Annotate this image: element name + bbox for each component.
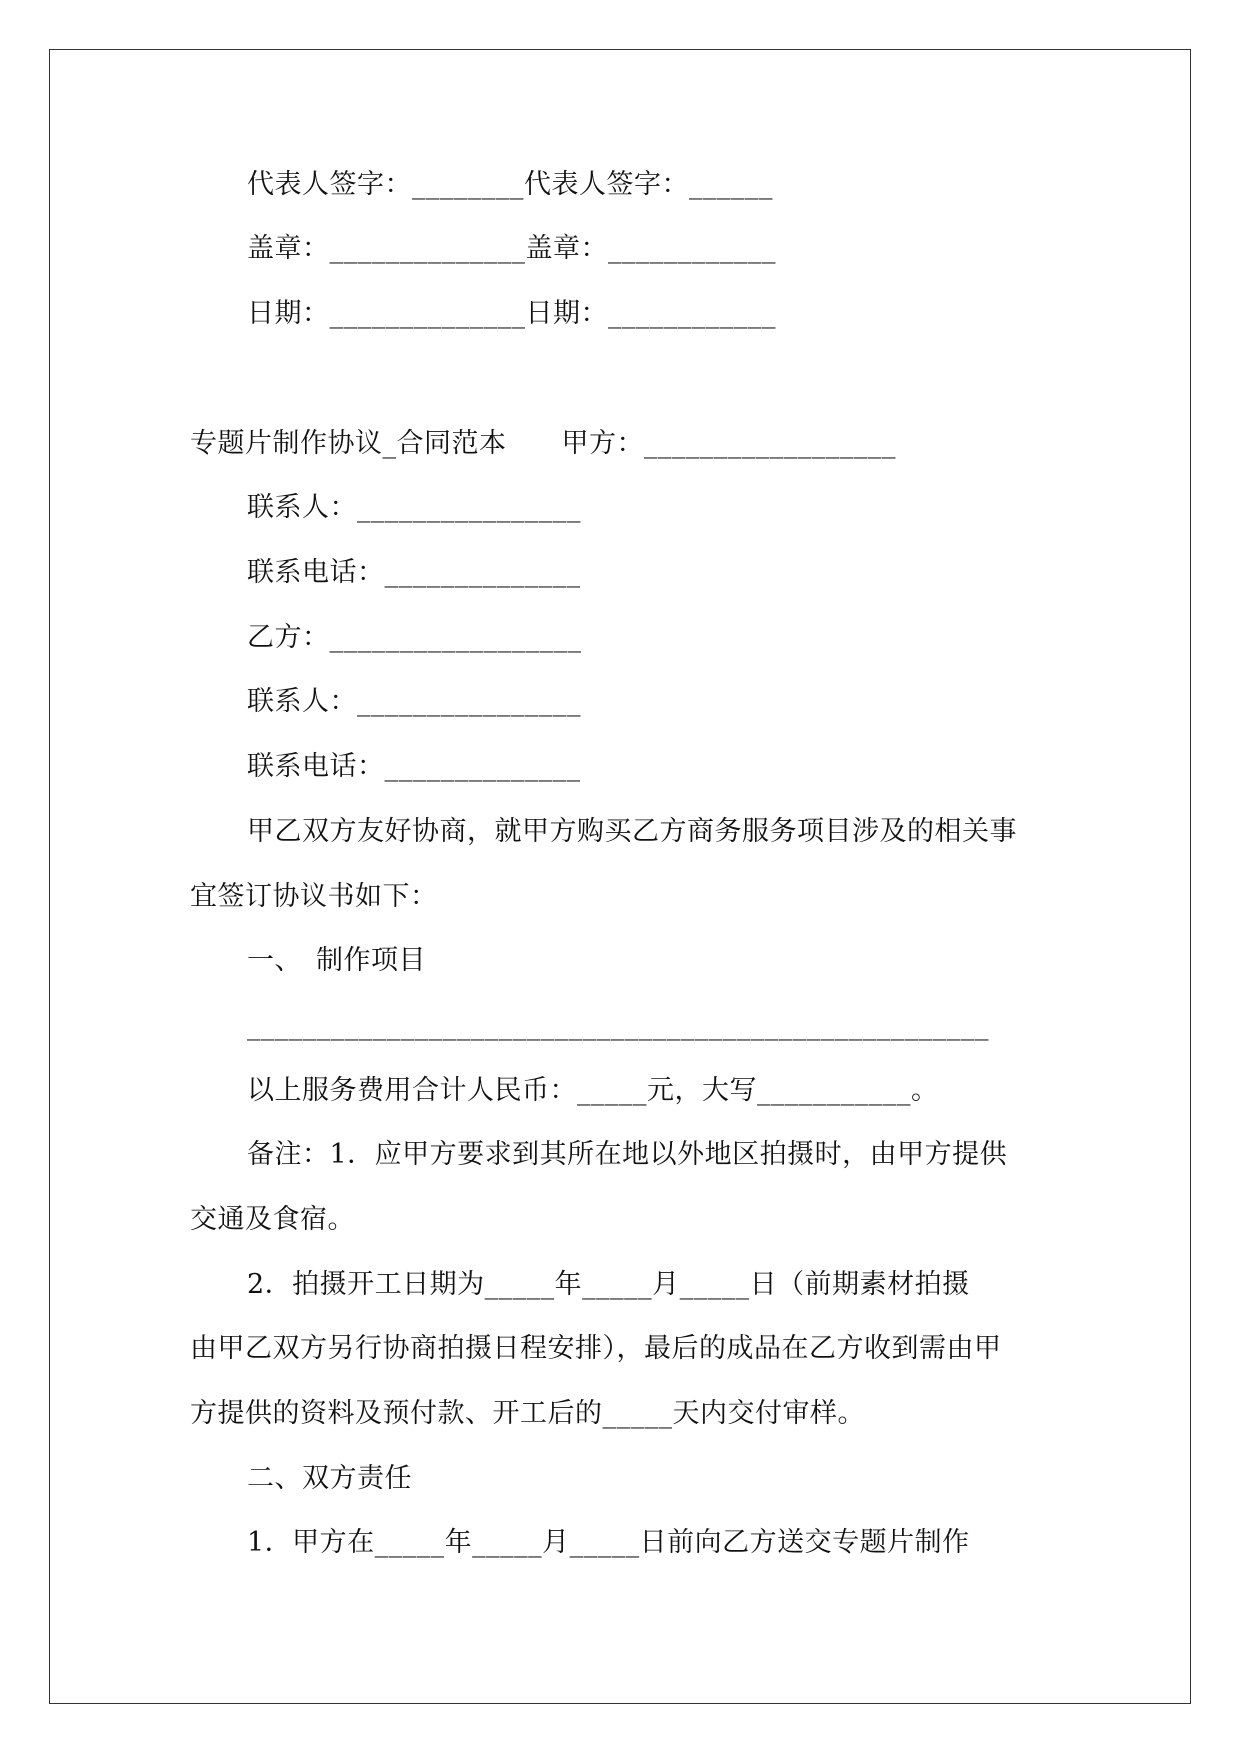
intro-paragraph-line-1: 甲乙双方友好协商，就甲方购买乙方商务服务项目涉及的相关事 [247,816,1017,847]
note-2-line-3: 方提供的资料及预付款、开工后的_____天内交付审样。 [190,1398,865,1429]
note-1-line-2: 交通及食宿。 [190,1204,355,1235]
date-line: 日期：______________日期：____________ [247,298,776,329]
fee-line: 以上服务费用合计人民币：_____元，大写___________。 [247,1075,939,1106]
party-b-phone-line: 联系电话：______________ [247,751,581,782]
intro-paragraph-line-2: 宜签订协议书如下： [190,881,438,912]
note-2-line-2: 由甲乙双方另行协商拍摄日程安排），最后的成品在乙方收到需由甲 [190,1333,1002,1364]
section-2-heading: 二、双方责任 [247,1463,412,1494]
party-b-line: 乙方：__________________ [247,622,582,653]
representative-signature-line: 代表人签字：________代表人签字：______ [247,169,773,200]
party-b-contact-line: 联系人：________________ [247,686,581,717]
section-1-heading: 一、 制作项目 [247,945,426,976]
note-2-line-1: 2．拍摄开工日期为_____年_____月_____日（前期素材拍摄 [247,1269,970,1300]
section-1-blank-line: _____________________________________________________ [247,1010,989,1041]
party-a-phone-line: 联系电话：______________ [247,557,581,588]
party-a-contact-line: 联系人：________________ [247,492,581,523]
seal-line: 盖章：______________盖章：____________ [247,233,776,264]
section-2-item-1: 1．甲方在_____年_____月_____日前向乙方送交专题片制作 [247,1527,970,1558]
contract-title-line: 专题片制作协议_合同范本 甲方：__________________ [190,428,896,459]
note-1-line-1: 备注：1．应甲方要求到其所在地以外地区拍摄时，由甲方提供 [247,1139,1008,1170]
